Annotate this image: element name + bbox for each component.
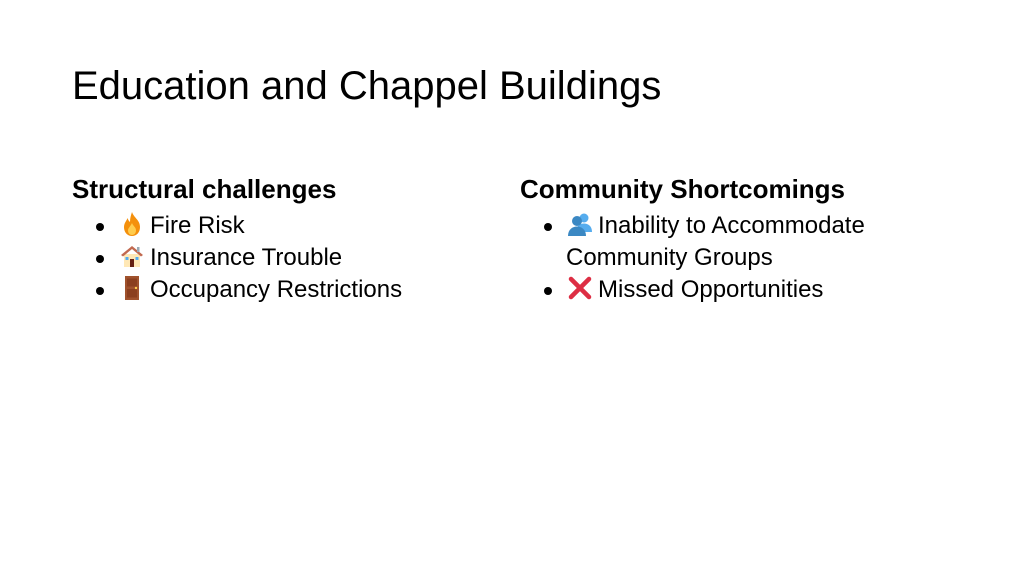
bullet-text: Inability to Accommodate Community Groups bbox=[566, 212, 865, 271]
column-heading: Structural challenges bbox=[72, 174, 337, 204]
list-item bbox=[542, 210, 960, 274]
list-item bbox=[94, 274, 492, 306]
people-silhouette-icon bbox=[566, 210, 594, 238]
bullet-text: Fire Risk bbox=[150, 212, 245, 239]
structural-challenges-column bbox=[72, 172, 492, 306]
door-icon bbox=[118, 274, 146, 302]
fire-icon bbox=[118, 210, 146, 238]
list-item bbox=[94, 242, 492, 274]
community-shortcomings-column bbox=[520, 172, 960, 306]
house-icon bbox=[118, 242, 146, 270]
bullet-text: Missed Opportunities bbox=[598, 276, 824, 303]
bullet-text: Insurance Trouble bbox=[150, 244, 343, 271]
bullet-list bbox=[72, 210, 492, 306]
slide-title: Education and Chappel Buildings bbox=[72, 64, 662, 108]
list-item bbox=[94, 210, 492, 242]
cross-mark-icon bbox=[566, 274, 594, 302]
column-heading: Community Shortcomings bbox=[520, 174, 846, 204]
list-item bbox=[542, 274, 960, 306]
bullet-list bbox=[520, 210, 960, 306]
bullet-text: Occupancy Restrictions bbox=[150, 276, 403, 303]
